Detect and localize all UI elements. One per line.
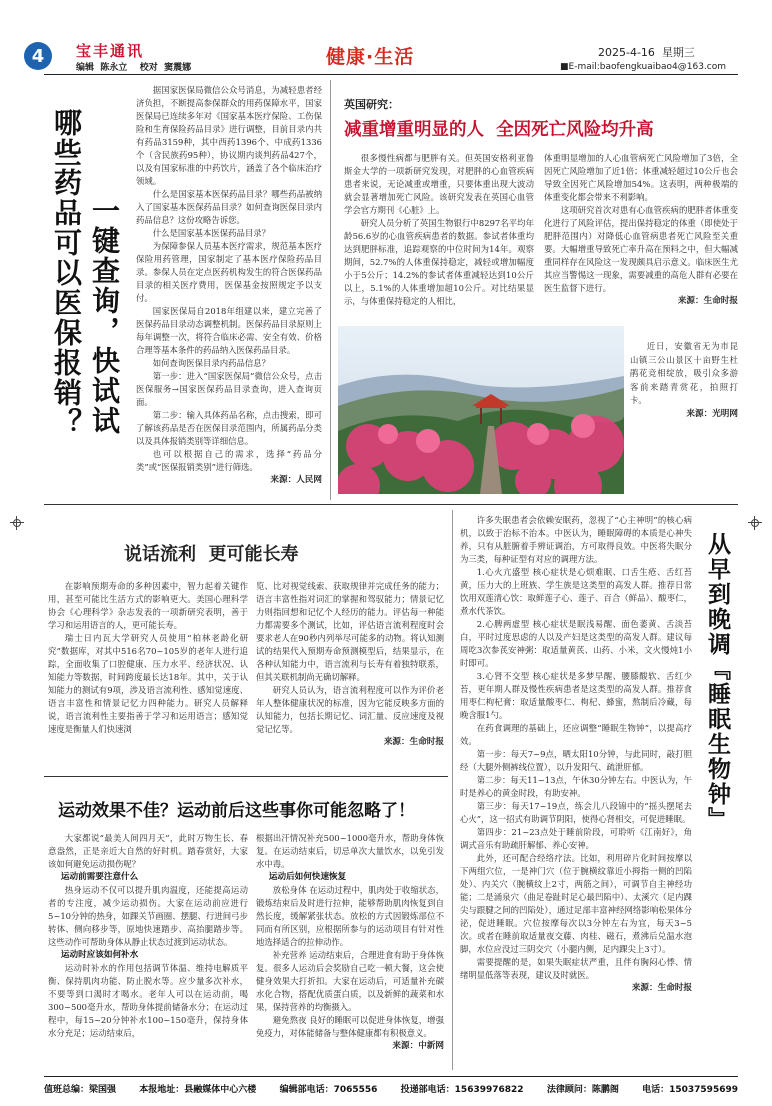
- footer-address: 本报地址：县融媒体中心六楼: [139, 1085, 257, 1095]
- section-title: 健康·生活: [326, 46, 415, 68]
- paragraph: 放松身体 在运动过程中，肌肉处于收缩状态，锻炼结束后及时进行拉伸，能够帮助肌肉恢复到自然长度，缓解紧张状态。放松的方式因锻炼部位不同而有所区别，应根据所参与的运动项目有针对性地选择适合的拉伸动作。: [256, 885, 444, 947]
- a2-title: 减重增重明显的人 全因死亡风险均升高: [344, 120, 654, 140]
- paragraph: 大家都说“最美人间四月天”，此时万物生长、春意盎然，正是亲近大自然的好时机。踏春赏好，大家该如何避免运动损伤呢？: [48, 833, 248, 869]
- email-line: ■E-mail:baofengkuaibao4@163.com: [560, 62, 726, 72]
- paragraph: 也可以根据自己的需求，选择“药品分类”或“医保报销类别”进行筛选。: [136, 449, 322, 472]
- a2-kicker: 英国研究：: [344, 98, 399, 111]
- caption-text: 近日，安徽省无为市昆山镇三公山景区十亩野生杜鹃花竞相绽放，吸引众多游客前来踏青赏花，拍照打卡。: [630, 341, 738, 405]
- photo-caption: [630, 340, 738, 421]
- section-rule: [44, 776, 448, 777]
- paragraph: 第一步：每天7~9点，晒太阳10分钟，与此同时，敲打胆经（大腿外侧裤线位置），以升发阳气、疏泄肝郁。: [460, 749, 692, 772]
- footer-legal-advisor: 法律顾问：陈鹏阁: [546, 1085, 619, 1095]
- paragraph: 1.心火亢盛型 核心症状是心烦难眠、口舌生疮、舌红苔黄，压力大的上班族、学生族是这类型的高发人群。推荐日常饮用双莲清心饮：取鲜莲子心、莲子、百合（鲜品）、酸枣仁，煮水代茶饮。: [460, 567, 692, 616]
- a3-title: 说话流利 更可能长寿: [124, 544, 299, 565]
- a2-col1: [344, 152, 534, 308]
- a4-col1: [48, 832, 248, 1040]
- article-source: 来源：中新网: [392, 1041, 444, 1051]
- footer-rule: [44, 1076, 738, 1077]
- paragraph: 很多慢性病都与肥胖有关。但英国安格利亚鲁斯金大学的一项新研究发现，对肥胖的心血管疾病患者来说，无论减重或增重，只要体重出现大波动就会显著增加死亡风险。该研究发表在英国心血管学会官方期刊《心脏》上。: [344, 153, 534, 215]
- paragraph: 热身运动不仅可以提升肌肉温度，还能提高运动者的专注度，减少运动损伤。大家在运动前应进行5~10分钟的热身，如踝关节画圈、摆腿、行进间弓步转体、侧向移步等，原地快速踏步、高抬腿踏步等。这些动作可帮助身体从静止状态过渡到运动状态。: [48, 885, 248, 947]
- footer-duty-editor: 值班总编：梁国强: [44, 1085, 117, 1095]
- paragraph: 第四步：21~23点处于睡前阶段，可聆听《江南好》，角调式音乐有助疏肝解郁、养心安神。: [460, 827, 692, 850]
- paragraph: 第一步：进入“国家医保局”微信公众号，点击医保服务→国家医保药品目录查询，进入查询页面。: [136, 371, 322, 407]
- paragraph: 第三步：每天17~19点，练会儿八段锦中的“摇头摆尾去心火”，这一招式有助调节阴阳，使得心肾相交，可促进睡眠。: [460, 801, 692, 824]
- masthead-title: 宝丰通讯: [76, 42, 145, 60]
- article-source: 来源：生命时报: [383, 737, 444, 747]
- registration-mark: [748, 516, 762, 530]
- email: E-mail:baofengkuaibao4@163.com: [568, 62, 726, 72]
- subheading: 运动前需要注意什么: [60, 872, 139, 882]
- article-source: 来源：生命时报: [631, 983, 692, 993]
- paragraph: 2.心脾两虚型 核心症状是眠浅易醒、面色萎黄、舌淡苔白，平时过度思虑的人以及产妇是这类型的高发人群。建议每周吃3次参芪安神粥：取适量黄芪、山药、小米，文火慢炖1小时即可。: [460, 619, 692, 668]
- page-number-badge: [24, 42, 52, 70]
- paragraph: 需要提醒的是，如果失眠症状严重，且伴有胸闷心悸、情绪明显低落等表现，建议及时就医。: [460, 957, 692, 980]
- a5-title: 从早到晚调『睡眠生物钟』: [704, 532, 730, 832]
- paragraph: 第二步：输入具体药品名称，点击搜索，即可了解该药品是否在医保目录范围内，所属药品分类以及具体报销类别等详细信息。: [136, 410, 322, 446]
- paragraph: 什么是国家基本医保药品目录？哪些药品被纳入了国家基本医保药品目录？如何查询医保目录内药品信息？这份攻略告诉您。: [136, 189, 322, 225]
- paragraph: 据国家医保局微信公众号消息，为减轻患者经济负担，不断提高参保群众的用药保障水平，国家医保局已连续多年对《国家基本医疗保险、工伤保险和生育保险药品目录》进行调整，目前目录内共有药品3159种，其中西药1396个、中成药1336个（含民族药95种），协议期内谈判药品427个，以及有国家标准的中药饮片，涵盖了各个临床治疗领域。: [136, 85, 322, 186]
- paragraph: 研究人员分析了英国生物银行中8297名平均年龄56.6岁的心血管疾病患者的数据。参试者体重均达到肥胖标准，追踪观察的中位时间为14年。观察期间，52.7%的人体重保持稳定，减轻或增加幅度小于5公斤；14.2%的参试者体重减轻达到10公斤以上，5.1%的人体重增加超10公斤。对比结果显示，与体重保持稳定的人相比，: [344, 218, 534, 306]
- subheading: 运动后如何快速恢复: [268, 872, 347, 882]
- paragraph: 在影响预期寿命的多种因素中，智力起着关键作用，甚至可能比生活方式的影响更大。美国心理科学协会《心理科学》杂志发表的一项新研究表明，善于学习和运用语言的人，更可能长寿。: [48, 581, 248, 630]
- caption-source: 来源：光明网: [686, 408, 738, 419]
- page-number: 4: [31, 45, 45, 67]
- paragraph: 运动时补水的作用包括调节体温、维持电解质平衡、保持肌肉功能、防止脱水等。应少量多次补水，不要等到口渴时才喝水。老年人可以在运动前，喝300~500毫升水，帮助身体提前储备水分；在运动过程中，每15~20分钟补水100~150毫升，保持身体水分充足；运动结束后，: [48, 963, 248, 1038]
- paragraph: 国家医保局自2018年组建以来，建立完善了医保药品目录动态调整机制。医保药品目录原则上每年调整一次，将符合临床必需、安全有效、价格合理等基本条件的药品纳入医保药品目录。: [136, 306, 322, 355]
- paragraph: 这项研究首次对患有心血管疾病的肥胖者体重变化进行了风险评估，提出保持稳定的体重（即使处于肥胖范围内）对降低心血管病患者死亡风险至关重要。大幅增重导致死亡率升高在预料之中，但大幅减重同样存在风险这一发现颇具启示意义。临床医生尤其应当警惕这一现象，需要减重的高危人群有必要在医生监督下进行。: [544, 205, 738, 293]
- paragraph: 为保障参保人员基本医疗需求，规范基本医疗保险用药管理，国家制定了基本医疗保险药品目录。参保人员在定点医药机构发生的符合医保药品目录的相关医疗费用，医保基金按照规定予以支付。: [136, 241, 322, 303]
- paragraph: 览、比对视觉线索、获取规律并完成任务的能力；语言丰富性指对词汇的掌握和驾驭能力；情景记忆力则指回想和记忆个人经历的能力。评估每一种能力都需要多个测试，比如，评估语言流利程度时会要求老人在90秒内列举尽可能多的动物。将认知测试的结果代入预期寿命预测模型后，结果显示，在各种认知能力中，语言流利与长寿有着独特联系，但其关联机制尚无确切解释。: [256, 581, 444, 682]
- azalea-photo: [338, 326, 624, 494]
- editor-line: 编辑 陈永立 校对 窦震娜: [76, 63, 192, 73]
- a3-col2: [256, 580, 444, 749]
- paragraph: 瑞士日内瓦大学研究人员使用“柏林老龄化研究”数据库，对其中516名70~105岁的老年人进行追踪，全面收集了口腔健康、压力水平、经济状况、认知能力等数据，时间跨度最长达18年。其中，关于认知能力的测试有9项，涉及语言流利性、感知觉速度、语言丰富性和情景记忆力四种能力。研究人员解释说，语言流利性主要指善于学习和运用语言；感知觉速度是衡量人们快速浏: [48, 633, 248, 734]
- paragraph: 此外，还可配合经络疗法。比如，利用碎片化时间按摩以下两组穴位，一是神门穴（位于腕横纹靠近小拇指一侧的凹陷处）、内关穴（腕横纹上2寸，两筋之间），可调节自主神经功能；二是涌泉穴（曲足卷趾时足心最凹陷中）、太溪穴（足内踝尖与跟腱之间的凹陷处），通过足部丰富神经网络影响松果体分泌，促进睡眠。穴位按摩每次以3分钟左右为宜，每天3~5次。或者在睡前取适量夜交藤、肉桂、磁石，煮沸后兑温水泡脚，水位应没过三阴交穴（小腿内侧，足内踝尖上3寸）。: [460, 853, 692, 954]
- a3-col1: [48, 580, 248, 736]
- a5-body: [460, 514, 692, 995]
- column-divider: [452, 510, 453, 1070]
- paragraph: 体重明显增加的人心血管病死亡风险增加了3倍，全因死亡风险增加了近1倍；体重减轻超过10公斤也会导致全因死亡风险增加54%。这表明，两种极端的体重变化都会带来不利影响。: [544, 153, 738, 202]
- a1-title-left: 哪些药品可以医保报销？: [50, 108, 83, 438]
- paragraph: 第二步：每天11~13点，午休30分钟左右。中医认为，午时是养心的黄金时段，有助安神。: [460, 775, 692, 798]
- issue-date: [598, 44, 695, 60]
- paragraph: 避免熬夜 良好的睡眠可以促进身体恢复，增强免疫力，对体能储备与整体健康都有积极意义。: [256, 1015, 444, 1038]
- paragraph: 什么是国家基本医保药品目录？: [152, 228, 271, 238]
- footer-delivery-phone: 投递部电话：15639976822: [400, 1085, 524, 1095]
- a1-body: [136, 84, 322, 487]
- subheading: 运动时应该如何补水: [60, 950, 139, 960]
- article-source: 来源：生命时报: [677, 296, 738, 306]
- section-rule: [44, 504, 738, 505]
- paragraph: 补充营养 运动结束后，合理进食有助于身体恢复。很多人运动后会奖励自己吃一顿大餐，这会使健身效果大打折扣。大家在运动后，可适量补充碳水化合物，搭配优质蛋白质，以及新鲜的蔬菜和水果，保持营养的均衡摄入。: [256, 950, 444, 1012]
- footer-advisor-phone: 电话：15037595699: [642, 1085, 738, 1095]
- footer-editorial-phone: 编辑部电话：7065556: [279, 1085, 378, 1095]
- a1-title-right: 一键查询，快试试: [88, 196, 121, 436]
- paragraph: 如何查询医保目录内药品信息？: [152, 358, 271, 368]
- date: 2025-4-16: [598, 46, 655, 59]
- a4-col2: [256, 832, 444, 1053]
- paragraph: 在药食调理的基础上，还应调整“睡眠生物钟”，以提高疗效。: [460, 723, 692, 746]
- article-source: 来源：人民网: [270, 475, 322, 485]
- header-rule: [44, 74, 738, 75]
- paragraph: 根据出汗情况补充500~1000毫升水，帮助身体恢复。在运动结束后，切忌单次大量饮水，以免引发水中毒。: [256, 833, 444, 869]
- weekday: 星期三: [661, 46, 695, 59]
- a4-title: 运动效果不佳？运动前后这些事你可能忽略了！: [58, 801, 415, 821]
- paragraph: 研究人员认为，语言流利程度可以作为评价老年人整体健康状况的标准，因为它能反映多方面的认知能力，包括长期记忆、词汇量、反应速度及视觉记忆等。: [256, 685, 444, 734]
- paragraph: 3.心肾不交型 核心症状是多梦早醒、腰膝酸软、舌红少苔，更年期人群及慢性疾病患者是这类型的高发人群。推荐食用枣仁枸杞膏：取适量酸枣仁、枸杞、蜂蜜，熬制后冷藏，每晚含服1勺。: [460, 671, 692, 720]
- footer: [44, 1082, 738, 1095]
- paragraph: 许多失眠患者会依赖安眠药，忽视了“心主神明”的核心病机，以致于治标不治本。中医认为，睡眠障碍的本质是心神失养，只有从脏腑着手辨证调治，方可取得良效。中医将失眠分为三类，每种证型有对应的调理方法。: [460, 515, 692, 564]
- a2-col2: [544, 152, 738, 308]
- column-divider: [330, 80, 331, 500]
- registration-mark: [10, 516, 24, 530]
- azalea-mountain-image: [338, 326, 624, 494]
